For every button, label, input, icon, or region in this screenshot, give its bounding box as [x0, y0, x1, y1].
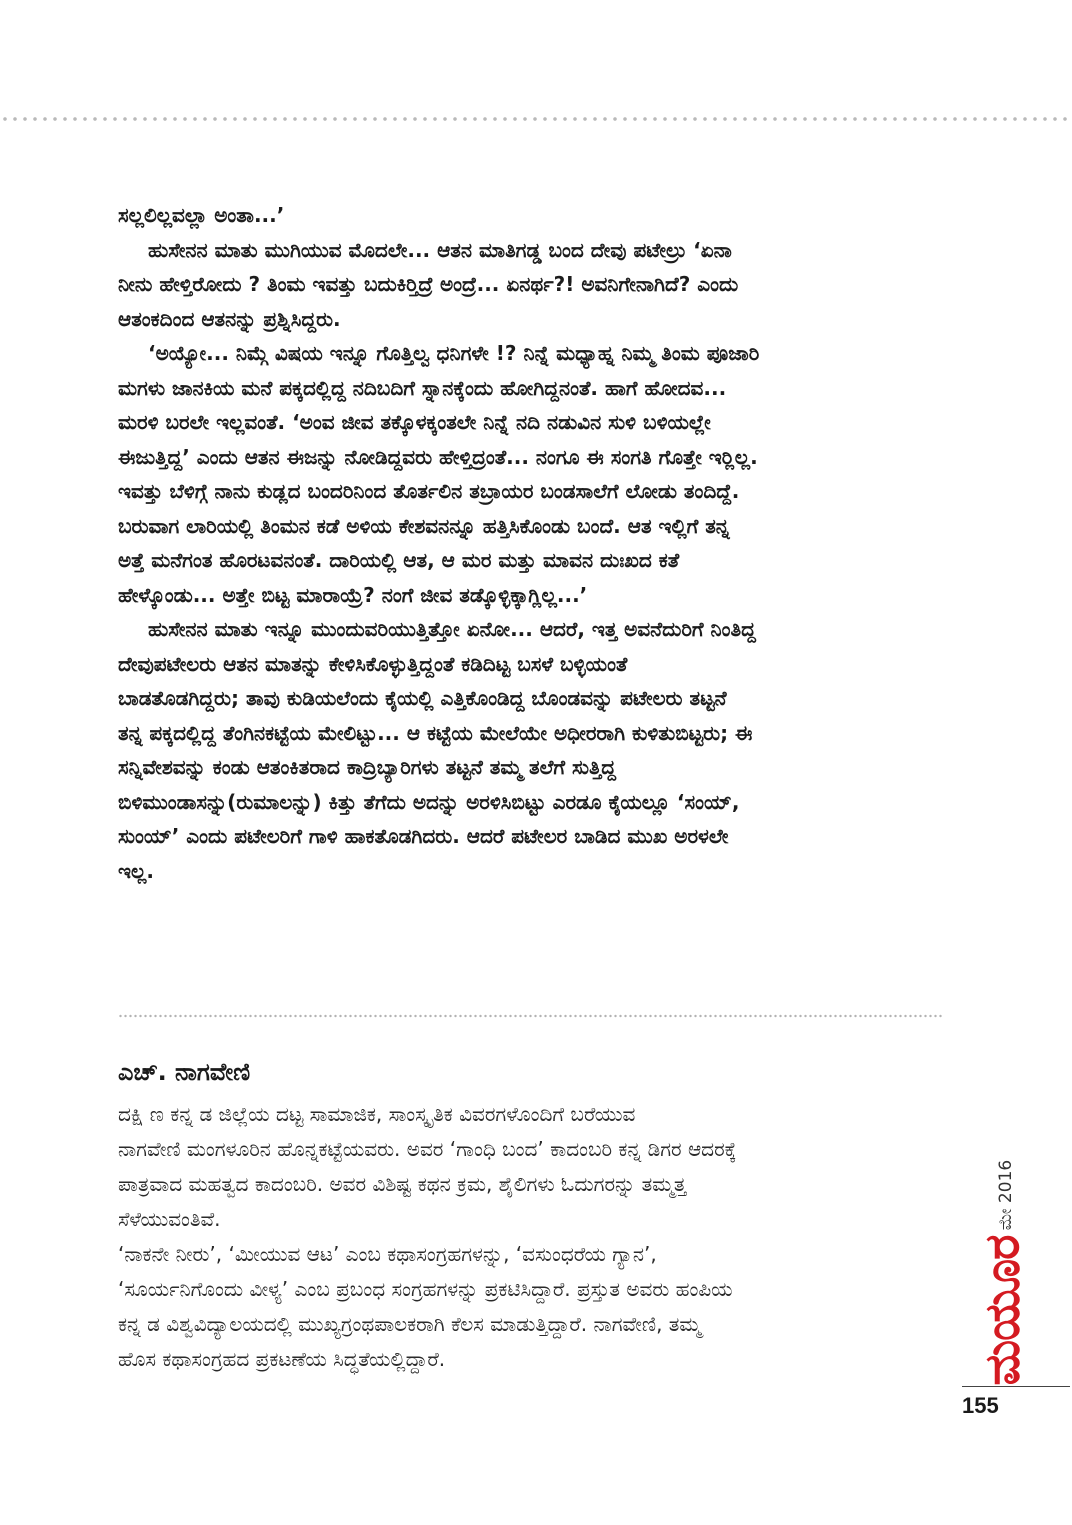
- bio-line: ನಾಗವೇಣಿ ಮಂಗಳೂರಿನ ಹೊನ್ನಕಟ್ಟೆಯವರು. ಅವರ ‘ಗಾಂಧಿ ಬಂದ’ ಕಾದಂಬರಿ ಕನ್ನ ಡಿಗರ ಆದರಕ್ಕೆ: [118, 1137, 737, 1161]
- bio-line: ಕನ್ನ ಡ ವಿಶ್ವವಿದ್ಯಾಲಯದಲ್ಲಿ ಮುಖ್ಯಗ್ರಂಥಪಾಲಕರಾಗಿ ಕೆಲಸ ಮಾಡುತ್ತಿದ್ದಾರೆ. ನಾಗವೇಣಿ, ತಮ್ಮ: [118, 1312, 702, 1336]
- author-name-heading: ಎಚ್. ನಾಗವೇಣಿ: [118, 1058, 251, 1086]
- story-line: ನೀನು ಹೇಳ್ತಿರೋದು ? ತಿಂಮ ಇವತ್ತು ಬದುಕಿರ್‍ತಿದ್ರೆ ಅಂದ್ರೆ... ಏನರ್ಥ?! ಅವನಿಗೇನಾಗಿದೆ? ಎಂದು: [118, 272, 739, 296]
- top-dotted-divider: [0, 116, 1072, 122]
- story-line: ಸಲ್ಲಲಿಲ್ಲವಲ್ಲಾ ಅಂತಾ...’: [118, 203, 285, 227]
- page-number: 155: [962, 1393, 999, 1418]
- story-line: ಆತಂಕದಿಂದ ಆತನನ್ನು ಪ್ರಶ್ನಿಸಿದ್ದರು.: [118, 306, 341, 331]
- story-line: ಇವತ್ತು ಬೆಳಿಗ್ಗೆ ನಾನು ಕುಡ್ಲದ ಬಂದರಿನಿಂದ ತೊರ್ತಲಿನ ತಬ್ರಾಯರ ಬಂಡಸಾಲೆಗೆ ಲೋಡು ತಂದಿದ್ದೆ.: [118, 479, 740, 503]
- folio-divider: [962, 1386, 1070, 1387]
- issue-date-label: ಮೇ 2016: [996, 1159, 1017, 1231]
- story-continuation: [118, 198, 950, 888]
- story-line: ಸನ್ನಿವೇಶವನ್ನು ಕಂಡು ಆತಂಕಿತರಾದ ಕಾದ್ರಿಬ್ಯಾರಿಗಳು ತಟ್ಟನೆ ತಮ್ಮ ತಲೆಗೆ ಸುತ್ತಿದ್ದ: [118, 755, 616, 779]
- story-paragraph: [118, 612, 950, 888]
- story-paragraph: [118, 198, 950, 233]
- story-line: ಬಾಡತೊಡಗಿದ್ದರು; ತಾವು ಕುಡಿಯಲೆಂದು ಕೈಯಲ್ಲಿ ಎತ್ತಿಕೊಂಡಿದ್ದ ಬೊಂಡವನ್ನು ಪಟೇಲರು ತಟ್ಟನೆ: [118, 686, 727, 710]
- section-dotted-divider: [118, 1014, 944, 1018]
- issue-date: [986, 1145, 1026, 1245]
- story-line: ಇಲ್ಲ.: [118, 858, 154, 883]
- story-line: ಅತ್ತೆ ಮನೆಗಂತ ಹೊರಟವನಂತೆ. ದಾರಿಯಲ್ಲಿ ಆತ, ಆ ಮರ ಮತ್ತು ಮಾವನ ದುಃಖದ ಕತೆ: [118, 548, 680, 572]
- story-line: ಬಿಳಿಮುಂಡಾಸನ್ನು(ರುಮಾಲನ್ನು) ಕಿತ್ತು ತೆಗೆದು ಅದನ್ನು ಅರಳಿಸಿಬಿಟ್ಟು ಎರಡೂ ಕೈಯಲ್ಲೂ ‘ಸಂಯ್,: [118, 789, 740, 814]
- bio-line: ಹೊಸ ಕಥಾಸಂಗ್ರಹದ ಪ್ರಕಟಣೆಯ ಸಿದ್ಧತೆಯಲ್ಲಿದ್ದಾರೆ.: [118, 1347, 446, 1371]
- bio-paragraph: [118, 1237, 950, 1377]
- story-line: ಮರಳಿ ಬರಲೇ ಇಲ್ಲವಂತೆ. ‘ಅಂವ ಜೀವ ತಕ್ಕೊಳಕ್ಕಂತಲೇ ನಿನ್ನೆ ನದಿ ನಡುವಿನ ಸುಳಿ ಬಳಿಯಲ್ಲೇ: [118, 410, 711, 434]
- story-paragraph: [118, 233, 950, 337]
- bio-line: ದಕ್ಷಿ ಣ ಕನ್ನ ಡ ಜಿಲ್ಲೆಯ ದಟ್ಟ ಸಾಮಾಜಿಕ, ಸಾಂಸ್ಕೃತಿಕ ವಿವರಗಳೊಂದಿಗೆ ಬರೆಯುವ: [118, 1102, 636, 1126]
- story-line: ಸುಂಯ್’ ಎಂದು ಪಟೇಲರಿಗೆ ಗಾಳಿ ಹಾಕತೊಡಗಿದರು. ಆದರೆ ಪಟೇಲರ ಬಾಡಿದ ಮುಖ ಅರಳಲೇ: [118, 824, 729, 848]
- story-line: ಮಗಳು ಜಾನಕಿಯ ಮನೆ ಪಕ್ಕದಲ್ಲಿದ್ದ ನದಿಬದಿಗೆ ಸ್ನಾನಕ್ಕೆಂದು ಹೋಗಿದ್ದನಂತೆ. ಹಾಗೆ ಹೋದವ...: [118, 375, 727, 400]
- story-line: ಹೇಳ್ಕೊಂಡು... ಅತ್ತೇ ಬಿಟ್ಟ ಮಾರಾಯ್ರೆ? ನಂಗೆ ಜೀವ ತಡ್ಕೊಳ್ಳಿಕ್ಕಾಗ್ಲಿಲ್ಲ...’: [118, 582, 588, 607]
- story-line: ಈಜುತ್ತಿದ್ದ’ ಎಂದು ಆತನ ಈಜನ್ನು ನೋಡಿದ್ದವರು ಹೇಳ್ತಿದ್ರಂತೆ... ನಂಗೂ ಈ ಸಂಗತಿ ಗೊತ್ತೇ ಇರ್‍ಲಿಲ್ಲ.: [118, 444, 758, 469]
- story-line: ‘ಅಯ್ಯೋ... ನಿಮ್ಗೆ ವಿಷಯ ಇನ್ನೂ ಗೊತ್ತಿಲ್ವ ಧನಿಗಳೇ !? ನಿನ್ನೆ ಮಧ್ಯಾಹ್ನ ನಿಮ್ಮ ತಿಂಮ ಪೂಜಾರಿ: [148, 341, 760, 365]
- story-line: ಹುಸೇನನ ಮಾತು ಮುಗಿಯುವ ಮೊದಲೇ... ಆತನ ಮಾತಿಗಡ್ಡ ಬಂದ ದೇವು ಪಟೇಲ್ರು ‘ಏನಾ: [148, 237, 732, 262]
- magazine-masthead: [966, 1234, 1040, 1386]
- story-line: ದೇವುಪಟೇಲರು ಆತನ ಮಾತನ್ನು ಕೇಳಿಸಿಕೊಳ್ಳುತ್ತಿದ್ದಂತೆ ಕಡಿದಿಟ್ಟ ಬಸಳೆ ಬಳ್ಳಿಯಂತೆ: [118, 651, 628, 676]
- story-paragraph: [118, 336, 950, 612]
- story-line: ತನ್ನ ಪಕ್ಕದಲ್ಲಿದ್ದ ತೆಂಗಿನಕಟ್ಟೆಯ ಮೇಲಿಟ್ಟು... ಆ ಕಟ್ಟೆಯ ಮೇಲೆಯೇ ಅಧೀರರಾಗಿ ಕುಳಿತುಬಿಟ್ಟರು; ಈ: [118, 720, 753, 745]
- bio-line: ಪಾತ್ರವಾದ ಮಹತ್ವದ ಕಾದಂಬರಿ. ಅವರ ವಿಶಿಷ್ಟ ಕಥನ ಕ್ರಮ, ಶೈಲಿಗಳು ಓದುಗರನ್ನು ತಮ್ಮತ್ತ: [118, 1172, 687, 1196]
- masthead-logo: ಮಯೂರ: [974, 1234, 1031, 1386]
- bio-line: ಸೆಳೆಯುವಂತಿವೆ.: [118, 1207, 221, 1231]
- bio-line: ‘ನಾಕನೇ ನೀರು’, ‘ಮೀಯುವ ಆಟ’ ಎಂಬ ಕಥಾಸಂಗ್ರಹಗಳನ್ನು, ‘ವಸುಂಧರೆಯ ಗ್ಯಾನ’,: [118, 1242, 657, 1266]
- author-bio: [118, 1097, 950, 1377]
- story-line: ಹುಸೇನನ ಮಾತು ಇನ್ನೂ ಮುಂದುವರಿಯುತ್ತಿತ್ತೋ ಏನೋ... ಆದರೆ, ಇತ್ತ ಅವನೆದುರಿಗೆ ನಿಂತಿದ್ದ: [148, 617, 756, 641]
- bio-line: ‘ಸೂರ್ಯನಿಗೊಂದು ವೀಳ್ಯ’ ಎಂಬ ಪ್ರಬಂಧ ಸಂಗ್ರಹಗಳನ್ನು ಪ್ರಕಟಿಸಿದ್ದಾರೆ. ಪ್ರಸ್ತುತ ಅವರು ಹಂಪಿಯ: [118, 1277, 733, 1301]
- story-line: ಬರುವಾಗ ಲಾರಿಯಲ್ಲಿ ತಿಂಮನ ಕಡೆ ಅಳಿಯ ಕೇಶವನನ್ನೂ ಹತ್ತಿಸಿಕೊಂಡು ಬಂದೆ. ಆತ ಇಲ್ಲಿಗೆ ತನ್ನ: [118, 513, 730, 538]
- bio-paragraph: [118, 1097, 950, 1237]
